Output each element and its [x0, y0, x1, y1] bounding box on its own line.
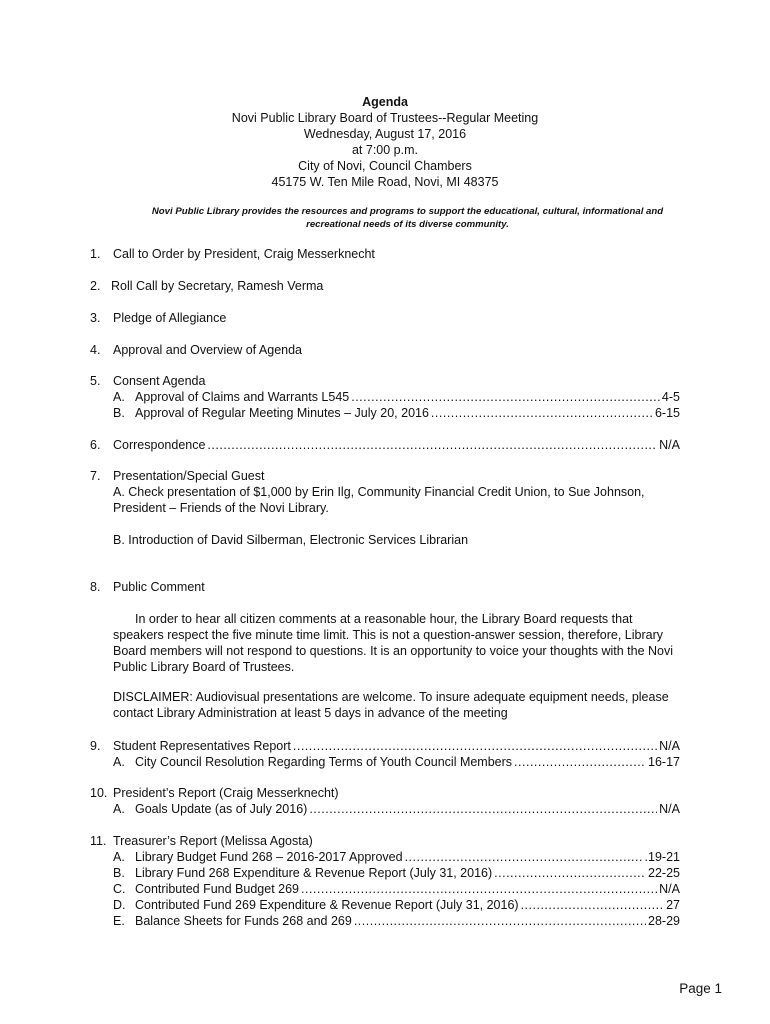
- agenda-header: [0, 94, 770, 190]
- sub-item: [113, 405, 680, 421]
- sub-item: [113, 897, 680, 913]
- page-reference: N/A: [659, 802, 680, 816]
- item-text: Consent Agenda: [113, 374, 206, 388]
- item-number: 9.: [90, 739, 101, 753]
- sub-label: City Council Resolution Regarding Terms of Youth Council Members: [135, 755, 513, 769]
- sub-item-introduction: B. Introduction of David Silberman, Electronic Services Librarian: [113, 533, 469, 547]
- sub-item: [113, 913, 680, 929]
- item-number: 10.: [90, 786, 108, 800]
- sub-item-check-presentation: A. Check presentation of $1,000 by Erin Ilg, Community Financial Credit Union, to Sue Johnson, President – Friends of the Novi Library.: [113, 485, 645, 515]
- dot-leader: [514, 754, 646, 770]
- sub-label: Contributed Fund Budget 269: [135, 882, 300, 896]
- sub-label: Approval of Claims and Warrants L545: [135, 390, 350, 404]
- public-comment-paragraph: In order to hear all citizen comments at a reasonable hour, the Library Board requests that speakers respect the five minute time limit. This is not a question-answer session, therefore, Library Board members will not respond to questions. It is an opportunity to voice your thoughts with the Novi Public Library Board of Trustees.: [113, 612, 674, 674]
- page-reference: 28-29: [648, 914, 680, 928]
- sub-label: Goals Update (as of July 2016): [135, 802, 308, 816]
- dot-leader: [521, 897, 665, 913]
- dot-leader: [354, 913, 646, 929]
- sub-letter: A.: [113, 755, 125, 769]
- sub-label: Library Fund 268 Expenditure & Revenue Report (July 31, 2016): [135, 866, 493, 880]
- page-reference: 6-15: [654, 406, 680, 420]
- meeting-location: City of Novi, Council Chambers: [298, 159, 472, 173]
- sub-label: Library Budget Fund 268 – 2016-2017 Approved: [135, 850, 403, 864]
- sub-letter: A.: [113, 802, 125, 816]
- sub-letter: E.: [113, 914, 125, 928]
- sub-letter: B.: [113, 406, 125, 420]
- dot-leader: [351, 389, 660, 405]
- meeting-date: Wednesday, August 17, 2016: [303, 127, 467, 141]
- page-reference: N/A: [659, 882, 680, 896]
- sub-letter: A.: [113, 390, 125, 404]
- dot-leader: [309, 801, 657, 817]
- sub-letter: B.: [113, 866, 125, 880]
- agenda-title: Agenda: [362, 95, 408, 109]
- item-text: Pledge of Allegiance: [113, 311, 227, 325]
- sub-item: [113, 801, 680, 817]
- page-reference: 22-25: [648, 866, 680, 880]
- sub-label: Balance Sheets for Funds 268 and 269: [135, 914, 352, 928]
- page-reference: N/A: [659, 739, 680, 753]
- page-reference: 16-17: [648, 755, 680, 769]
- item-text: Call to Order by President, Craig Messerknecht: [113, 247, 375, 261]
- item-number: 2.: [90, 279, 101, 293]
- dot-leader: [293, 738, 657, 754]
- sub-item: [113, 849, 680, 865]
- item-number: 8.: [90, 580, 101, 594]
- page-number: Page 1: [679, 981, 722, 996]
- sub-item: [113, 389, 680, 405]
- item-number: 1.: [90, 247, 101, 261]
- sub-letter: C.: [113, 882, 126, 896]
- sub-label: Contributed Fund 269 Expenditure & Revenue Report (July 31, 2016): [135, 898, 519, 912]
- mission-statement: Novi Public Library provides the resources and programs to support the educational, cultural, informational and recreational needs of its diverse community.: [151, 206, 664, 230]
- item-number: 3.: [90, 311, 101, 325]
- item-text: Approval and Overview of Agenda: [113, 343, 303, 357]
- sub-item: [113, 754, 680, 770]
- item-text: Presentation/Special Guest: [113, 469, 265, 483]
- item-number: 5.: [90, 374, 101, 388]
- dot-leader: [494, 865, 646, 881]
- meeting-name: Novi Public Library Board of Trustees--Regular Meeting: [231, 111, 539, 125]
- sub-letter: A.: [113, 850, 125, 864]
- sub-label: Approval of Regular Meeting Minutes – July 20, 2016: [135, 406, 429, 420]
- disclaimer-paragraph: DISCLAIMER: Audiovisual presentations are welcome. To insure adequate equipment needs, please contact Library Administration at least 5 days in advance of the meeting: [113, 690, 669, 720]
- dot-leader: [431, 405, 653, 421]
- item-text: Treasurer’s Report (Melissa Agosta): [113, 834, 313, 848]
- page-reference: N/A: [659, 438, 680, 452]
- item-text: President’s Report (Craig Messerknecht): [113, 786, 339, 800]
- page-reference: 27: [666, 898, 680, 912]
- page-reference: 4-5: [661, 390, 680, 404]
- meeting-time: at 7:00 p.m.: [351, 143, 418, 157]
- dot-leader: [405, 849, 643, 865]
- item-text: Roll Call by Secretary, Ramesh Verma: [111, 279, 324, 293]
- item-number: 6.: [90, 438, 101, 452]
- item-line: [113, 738, 680, 754]
- page-reference: .19-21: [644, 850, 680, 864]
- sub-letter: D.: [113, 898, 126, 912]
- dot-leader: [207, 437, 657, 453]
- sub-item: [113, 881, 680, 897]
- dot-leader: [301, 881, 657, 897]
- item-number: 7.: [90, 469, 101, 483]
- sub-item: [113, 865, 680, 881]
- item-number: 11.: [90, 834, 107, 848]
- item-text: Student Representatives Report: [113, 739, 291, 753]
- item-text: Public Comment: [113, 580, 205, 594]
- item-text: Correspondence: [113, 438, 206, 452]
- item-line: [113, 437, 680, 453]
- item-number: 4.: [90, 343, 101, 357]
- meeting-address: 45175 W. Ten Mile Road, Novi, MI 48375: [271, 175, 499, 189]
